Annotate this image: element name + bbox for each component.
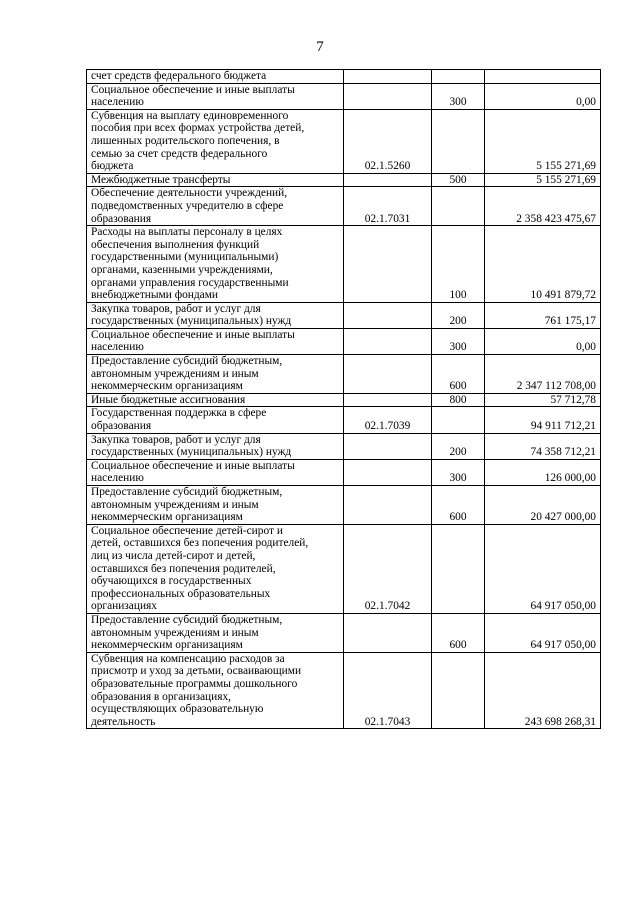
row-name-cell: Субвенция на компенсацию расходов за присмотр и уход за детьми, осваивающими образовательные программы дошкольного образования в организациях, осуществляющих образовательную деятельность [87, 652, 344, 729]
row-code-cell [344, 226, 432, 303]
table-row [87, 652, 601, 729]
row-name-cell: Субвенция на выплату единовременного пособия при всех формах устройства детей, лишенных родительского попечения, в семью за счет средств федерального бюджета [87, 109, 344, 173]
table-row [87, 486, 601, 525]
row-name-cell: счет средств федерального бюджета [87, 70, 344, 84]
table-row [87, 187, 601, 226]
row-expense-type-cell: 500 [432, 173, 485, 187]
row-name-cell: Социальное обеспечение детей-сирот и детей, оставшихся без попечения родителей, лиц из числа детей-сирот и детей, оставшихся без попечения родителей, обучающихся в государственных профессиональных образовательных организациях [87, 524, 344, 613]
table-row [87, 109, 601, 173]
row-expense-type-cell: 600 [432, 613, 485, 652]
row-amount-cell: 0,00 [485, 83, 601, 109]
row-name-cell: Обеспечение деятельности учреждений, подведомственных учредителю в сфере образования [87, 187, 344, 226]
row-amount-cell: 5 155 271,69 [485, 173, 601, 187]
row-expense-type-cell [432, 407, 485, 433]
row-amount-cell: 2 347 112 708,00 [485, 355, 601, 394]
table-row [87, 226, 601, 303]
row-expense-type-cell: 300 [432, 328, 485, 354]
row-amount-cell: 126 000,00 [485, 459, 601, 485]
row-amount-cell: 20 427 000,00 [485, 486, 601, 525]
row-expense-type-cell [432, 109, 485, 173]
row-expense-type-cell: 600 [432, 486, 485, 525]
row-name-cell: Предоставление субсидий бюджетным, автономным учреждениям и иным некоммерческим организациям [87, 486, 344, 525]
table-row [87, 173, 601, 187]
row-amount-cell: 761 175,17 [485, 302, 601, 328]
row-name-cell: Предоставление субсидий бюджетным, автономным учреждениям и иным некоммерческим организациям [87, 613, 344, 652]
row-expense-type-cell: 200 [432, 302, 485, 328]
budget-table-body [87, 70, 601, 729]
row-code-cell [344, 328, 432, 354]
row-code-cell: 02.1.7042 [344, 524, 432, 613]
row-code-cell: 02.1.5260 [344, 109, 432, 173]
row-name-cell: Расходы на выплаты персоналу в целях обеспечения выполнения функций государственными (муниципальными) органами, казенными учреждениями, органами управления государственными внебюджетными фондами [87, 226, 344, 303]
row-code-cell: 02.1.7031 [344, 187, 432, 226]
row-amount-cell: 243 698 268,31 [485, 652, 601, 729]
row-amount-cell: 5 155 271,69 [485, 109, 601, 173]
row-amount-cell: 0,00 [485, 328, 601, 354]
row-code-cell [344, 173, 432, 187]
row-name-cell: Социальное обеспечение и иные выплаты населению [87, 459, 344, 485]
table-row [87, 524, 601, 613]
row-code-cell [344, 302, 432, 328]
row-name-cell: Социальное обеспечение и иные выплаты населению [87, 328, 344, 354]
row-expense-type-cell: 600 [432, 355, 485, 394]
table-row [87, 393, 601, 407]
table-row [87, 433, 601, 459]
row-code-cell [344, 70, 432, 84]
row-code-cell: 02.1.7043 [344, 652, 432, 729]
row-expense-type-cell: 200 [432, 433, 485, 459]
table-row [87, 355, 601, 394]
row-code-cell [344, 355, 432, 394]
row-amount-cell [485, 70, 601, 84]
page-number: 7 [316, 39, 324, 55]
row-name-cell: Социальное обеспечение и иные выплаты населению [87, 83, 344, 109]
row-code-cell [344, 83, 432, 109]
table-row [87, 459, 601, 485]
row-amount-cell: 94 911 712,21 [485, 407, 601, 433]
row-name-cell: Государственная поддержка в сфере образования [87, 407, 344, 433]
row-amount-cell: 64 917 050,00 [485, 613, 601, 652]
row-amount-cell: 74 358 712,21 [485, 433, 601, 459]
table-row [87, 328, 601, 354]
row-code-cell [344, 393, 432, 407]
row-code-cell [344, 459, 432, 485]
row-code-cell [344, 486, 432, 525]
row-expense-type-cell: 300 [432, 459, 485, 485]
row-amount-cell: 64 917 050,00 [485, 524, 601, 613]
row-expense-type-cell [432, 187, 485, 226]
row-expense-type-cell [432, 652, 485, 729]
row-expense-type-cell: 100 [432, 226, 485, 303]
row-expense-type-cell: 800 [432, 393, 485, 407]
row-expense-type-cell: 300 [432, 83, 485, 109]
row-name-cell: Предоставление субсидий бюджетным, автономным учреждениям и иным некоммерческим организациям [87, 355, 344, 394]
row-code-cell: 02.1.7039 [344, 407, 432, 433]
row-amount-cell: 57 712,78 [485, 393, 601, 407]
table-row [87, 407, 601, 433]
table-row [87, 83, 601, 109]
table-row [87, 613, 601, 652]
budget-table [86, 69, 601, 729]
row-name-cell: Закупка товаров, работ и услуг для государственных (муниципальных) нужд [87, 302, 344, 328]
row-expense-type-cell [432, 524, 485, 613]
row-expense-type-cell [432, 70, 485, 84]
row-amount-cell: 2 358 423 475,67 [485, 187, 601, 226]
row-name-cell: Закупка товаров, работ и услуг для государственных (муниципальных) нужд [87, 433, 344, 459]
row-name-cell: Иные бюджетные ассигнования [87, 393, 344, 407]
table-row [87, 70, 601, 84]
row-amount-cell: 10 491 879,72 [485, 226, 601, 303]
row-code-cell [344, 433, 432, 459]
row-code-cell [344, 613, 432, 652]
row-name-cell: Межбюджетные трансферты [87, 173, 344, 187]
table-row [87, 302, 601, 328]
